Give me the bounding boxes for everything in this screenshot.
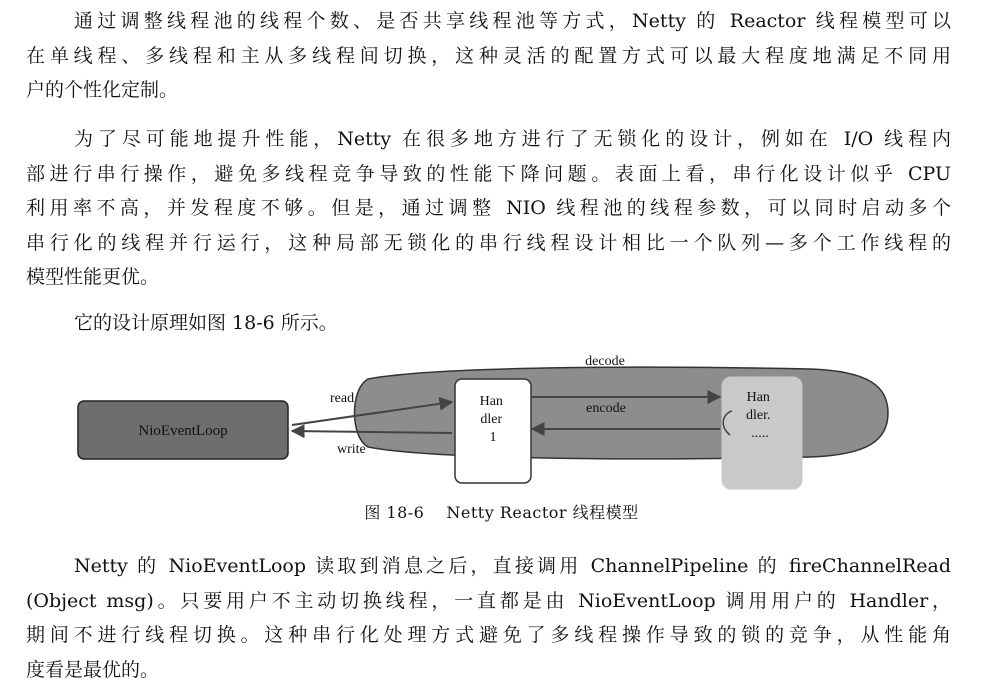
handler-1-label: Han dler 1 [479, 394, 503, 445]
text-line: 在单线程、多线程和主从多线程间切换，这种灵活的配置方式可以最大程度地满足不同用 [26, 44, 951, 67]
paragraph-2 [26, 122, 951, 295]
paragraph-3 [26, 306, 951, 341]
text-line: 部进行串行操作，避免多线程竞争导致的性能下降问题。表面上看，串行化设计似乎 CPU [26, 162, 951, 185]
text-line: 期间不进行线程切换。这种串行化处理方式避免了多线程操作导致的锁的竞争，从性能角 [26, 624, 951, 647]
text-line: 通过调整线程池的线程个数、是否共享线程池等方式，Netty 的 Reactor 线程模型可以 [74, 10, 951, 32]
reactor-diagram [70, 345, 900, 493]
handler-n-label: Han dler. ..... [746, 390, 771, 441]
text-line: 串行化的线程并行运行，这种局部无锁化的串行线程设计相比一个队列—多个工作线程的 [26, 231, 951, 254]
encode-label: encode [586, 401, 626, 416]
text-line: 利用率不高，并发程度不够。但是，通过调整 NIO 线程池的线程参数，可以同时启动多个 [26, 197, 951, 220]
text-line: 为了尽可能地提升性能，Netty 在很多地方进行了无锁化的设计，例如在 I/O 线程内 [74, 128, 951, 150]
figure-number: 图 18-6 [364, 503, 425, 522]
decode-label: decode [585, 354, 625, 369]
text-line: 户的个性化定制。 [26, 79, 179, 102]
text-line: 模型性能更优。 [26, 266, 160, 289]
figure-caption [0, 500, 1003, 523]
text-line: (Object msg)。只要用户不主动切换线程，一直都是由 NioEventLoop 调用用户的 Handler， [26, 589, 951, 612]
text-line: 它的设计原理如图 18-6 所示。 [74, 312, 338, 334]
paragraph-1 [26, 4, 951, 108]
read-label: read [330, 391, 355, 406]
paragraph-4 [26, 549, 951, 687]
write-label: write [337, 442, 366, 457]
text-line: 度看是最优的。 [26, 658, 160, 681]
nio-event-loop-label: NioEventLoop [138, 423, 228, 439]
text-line: Netty 的 NioEventLoop 读取到消息之后，直接调用 ChannelPipeline 的 fireChannelRead [74, 555, 951, 577]
figure-title: Netty Reactor 线程模型 [446, 503, 639, 522]
